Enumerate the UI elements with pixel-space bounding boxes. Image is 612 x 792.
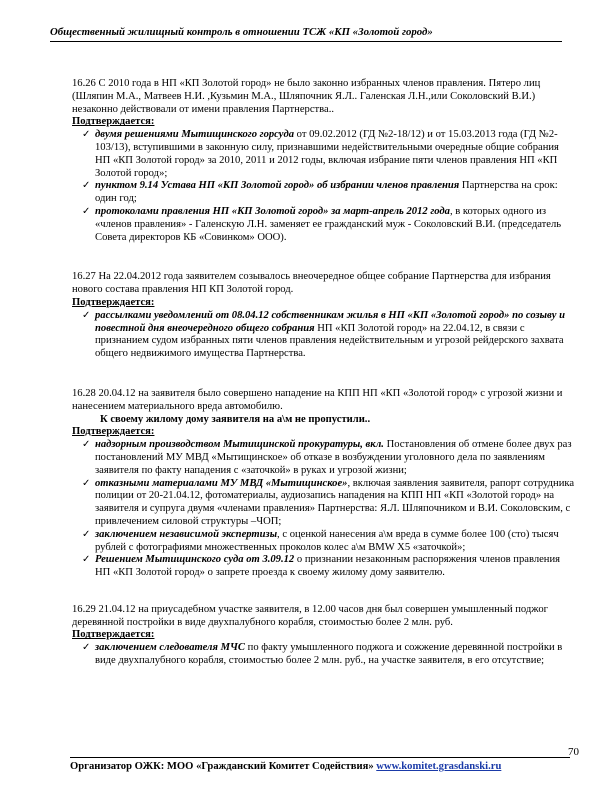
list-item: [72, 554, 576, 580]
confirm-label: Подтверждается:: [72, 296, 155, 308]
item-emphasis: отказными материалами МУ МВД «Мытищинское»: [95, 477, 348, 489]
footer-link[interactable]: www.komitet.grasdanski.ru: [376, 761, 502, 772]
section-paragraph: 16.27 На 22.04.2012 года заявителем созывалось внеочередное общее собрание Партнерства для избрания нового состава правления НП КП Золотой город.: [72, 271, 551, 296]
footer-text: Организатор ОЖК: МОО «Гражданский Комитет Содействия»: [70, 761, 377, 772]
checkmark-icon: ✓: [82, 439, 91, 451]
item-emphasis: заключением следователя МЧС: [95, 642, 245, 654]
item-emphasis: протоколами правления НП «КП Золотой город» за март-апрель 2012 года: [95, 205, 450, 217]
list-item: [72, 439, 576, 477]
page-footer: [70, 757, 570, 772]
item-text: о признании незаконным распоряжения членов правления НП «КП Золотой город» о запрете проезда к своему жилому дому заявителю.: [95, 554, 561, 579]
checkmark-icon: ✓: [82, 309, 91, 321]
evidence-list: [72, 310, 576, 361]
document-body: [72, 78, 576, 668]
evidence-list: [72, 642, 576, 668]
section-16-26: [72, 78, 576, 244]
item-text: Постановления об отмене более двух раз постановлений МУ МВД «Мытищинское» об отказе в возбуждении уголовного дела по заявлениям заявителя по факту нападения с «заточкой» в руках и угрозой жизни;: [95, 439, 572, 476]
item-text: по факту умышленного поджога и сожжение деревянной постройки в виде двухпалубного корабля, стоимостью более 2 млн. руб., на участке заявителя, в его отсутствие;: [95, 642, 563, 667]
list-item: [72, 129, 576, 180]
checkmark-icon: ✓: [82, 477, 91, 489]
page-header: Общественный жилищный контроль в отношении ТСЖ «КП «Золотой город»: [50, 26, 562, 42]
checkmark-icon: ✓: [82, 180, 91, 192]
section-bold-note: К своему жилому дому заявителя на а\м не пропустили..: [100, 413, 371, 425]
section-paragraph: 16.28 20.04.12 на заявителя было совершено нападение на КПП НП «КП «Золотой город» с угрозой жизни и нанесением материального вреда автомобилю.: [72, 387, 563, 412]
confirm-label: Подтверждается:: [72, 629, 155, 641]
item-emphasis: рассылками уведомлений от 08.04.12 собственникам жилья в НП «КП «Золотой город» по созыву и повестной дня внеочередного общего собрания: [95, 309, 565, 334]
item-text: , в которых одного из «членов правления» - Галенскую Л.Н. заменяет ее гражданский муж - Соколовский В.И. (председатель Совета директоров КБ «Совинком» ООО).: [95, 205, 562, 243]
checkmark-icon: ✓: [82, 554, 91, 566]
section-16-29: [72, 604, 576, 668]
item-text: , с оценкой нанесения а\м вреда в сумме более 100 (сто) тысяч рублей с фотографиями множественных проколов колес а\м BMW X5 «заточкой»;: [95, 528, 559, 553]
list-item: [72, 478, 576, 529]
section-paragraph: 16.29 21.04.12 на приусадебном участке заявителя, в 12.00 часов дня был совершен умышленный поджог деревянной постройки в виде двухпалубного корабля, стоимостью более 2 млн. руб.: [72, 603, 549, 628]
item-text: Партнерства на срок: один год;: [95, 180, 558, 205]
item-emphasis: заключением независимой экспертизы: [95, 528, 278, 540]
item-emphasis: пунктом 9.14 Устава НП «КП Золотой город» об избрании членов правления: [95, 180, 460, 192]
checkmark-icon: ✓: [82, 205, 91, 217]
item-text: от 09.02.2012 (ГД №2-18/12) и от 15.03.2013 года (ГД №2-103/13), вступившими в законную силу, признавшими недействительными очередные общие собрания НП «КП Золотой город» за 2010, 2011 и 2012 годы, включая избрание пяти членов правления НП «КП Золотой город»;: [95, 129, 559, 179]
list-item: [72, 310, 576, 361]
item-emphasis: надзорным производством Мытищинской прокуратуры, вкл.: [95, 439, 384, 451]
evidence-list: [72, 129, 576, 244]
item-emphasis: Решением Мытищинского суда от 3.09.12: [95, 554, 295, 566]
confirm-label: Подтверждается:: [72, 426, 155, 438]
page-number: 70: [568, 746, 579, 758]
confirm-label: Подтверждается:: [72, 116, 155, 128]
list-item: [72, 206, 576, 244]
section-16-27: [72, 271, 576, 361]
item-text: НП «КП Золотой город» на 22.04.12, в связи с признанием судом избранных пяти членов правления недействительным и угрозой рейдерского захвата общего недвижимого имущества Партнерства.: [95, 322, 564, 360]
list-item: [72, 180, 576, 206]
list-item: [72, 642, 576, 668]
checkmark-icon: ✓: [82, 129, 91, 141]
list-item: [72, 529, 576, 555]
section-paragraph: 16.26 С 2010 года в НП «КП Золотой город» не было законно избранных членов правления. Пятеро лиц (Шляпин М.А., Матвеев Н.И. ,Кузьмин М.А., Шляпочник Я.Л.. Галенская Л.Н.,или Соколовский В.И.) незаконно действовали от имени правления Партнерства..: [72, 78, 541, 115]
item-text: , включая заявления заявителя, рапорт сотрудника полиции от 20-21.04.12, фотоматериалы, аудиозапись нападения на КПП НП «КП «Золотой город» на заявителя и супруга двумя «членами правления» Партнерства: Я.Л. Шляпочником и В.И. Соколовским, с привлечением силовой структуры –ЧОП;: [95, 477, 575, 527]
section-16-28: [72, 388, 576, 580]
checkmark-icon: ✓: [82, 642, 91, 654]
checkmark-icon: ✓: [82, 528, 91, 540]
item-emphasis: двумя решениями Мытищинского горсуда: [95, 129, 295, 141]
evidence-list: [72, 439, 576, 580]
